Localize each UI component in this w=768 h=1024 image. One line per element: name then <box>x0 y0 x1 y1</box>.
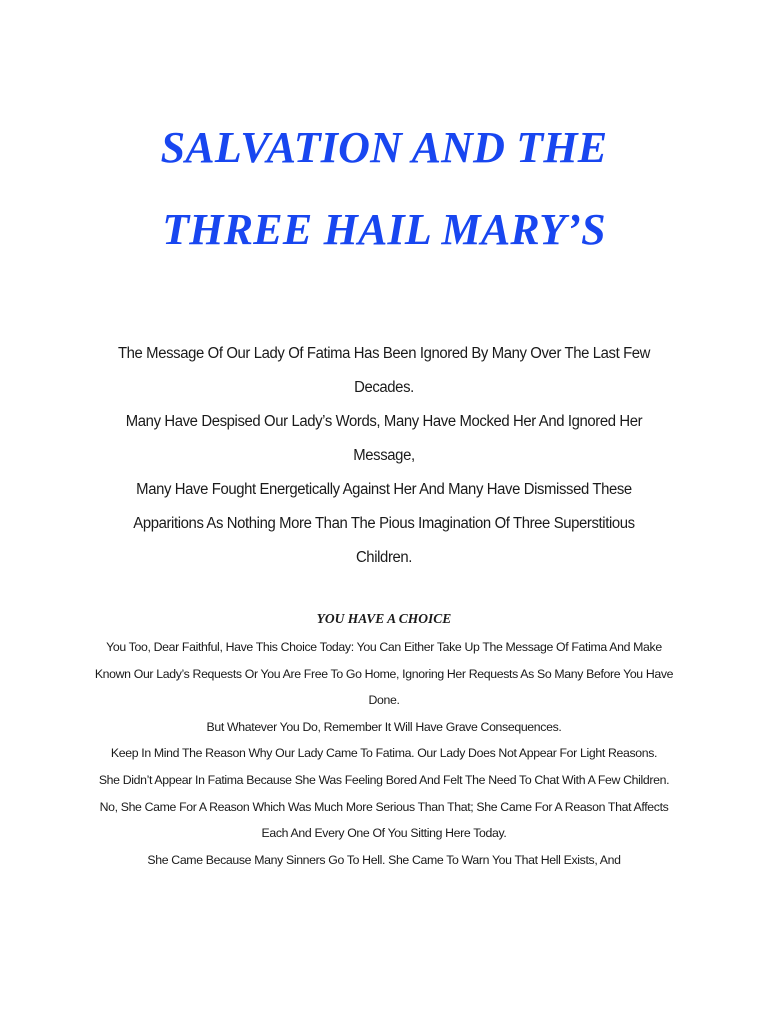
document-title-line-2: THREE HAIL MARY’S <box>162 205 606 254</box>
body-paragraph: She Didn’t Appear In Fatima Because She Was Feeling Bored And Felt The Need To Chat With A Few Children. <box>98 772 670 787</box>
body-paragraph: Keep In Mind The Reason Why Our Lady Came To Fatima. Our Lady Does Not Appear For Light Reasons. <box>110 746 658 761</box>
intro-paragraph: The Message Of Our Lady Of Fatima Has Been Ignored By Many Over The Last Few Decades. <box>117 345 651 396</box>
intro-paragraph: Many Have Fought Energetically Against Her And Many Have Dismissed These Apparitions As Nothing More Than The Pious Imagination Of Three Superstitious Children. <box>133 481 635 566</box>
intro-section <box>104 337 665 575</box>
body-paragraph: She Came Because Many Sinners Go To Hell. She Came To Warn You That Hell Exists, And <box>147 852 621 867</box>
body-section <box>92 634 676 873</box>
section-heading: YOU HAVE A CHOICE <box>316 611 452 626</box>
intro-paragraph: Many Have Despised Our Lady’s Words, Many Have Mocked Her And Ignored Her Message, <box>125 413 643 464</box>
body-paragraph: No, She Came For A Reason Which Was Much More Serious Than That; She Came For A Reason That Affects Each And Every One Of You Sitting Here Today. <box>99 799 669 841</box>
document-title-line-1: SALVATION AND THE <box>160 123 608 172</box>
body-paragraph: But Whatever You Do, Remember It Will Have Grave Consequences. <box>206 719 562 734</box>
body-paragraph: You Too, Dear Faithful, Have This Choice Today: You Can Either Take Up The Message Of Fatima And Make Known Our Lady’s Requests Or You Are Free To Go Home, Ignoring Her Requests As So Many Before You Have Done. <box>94 640 674 708</box>
